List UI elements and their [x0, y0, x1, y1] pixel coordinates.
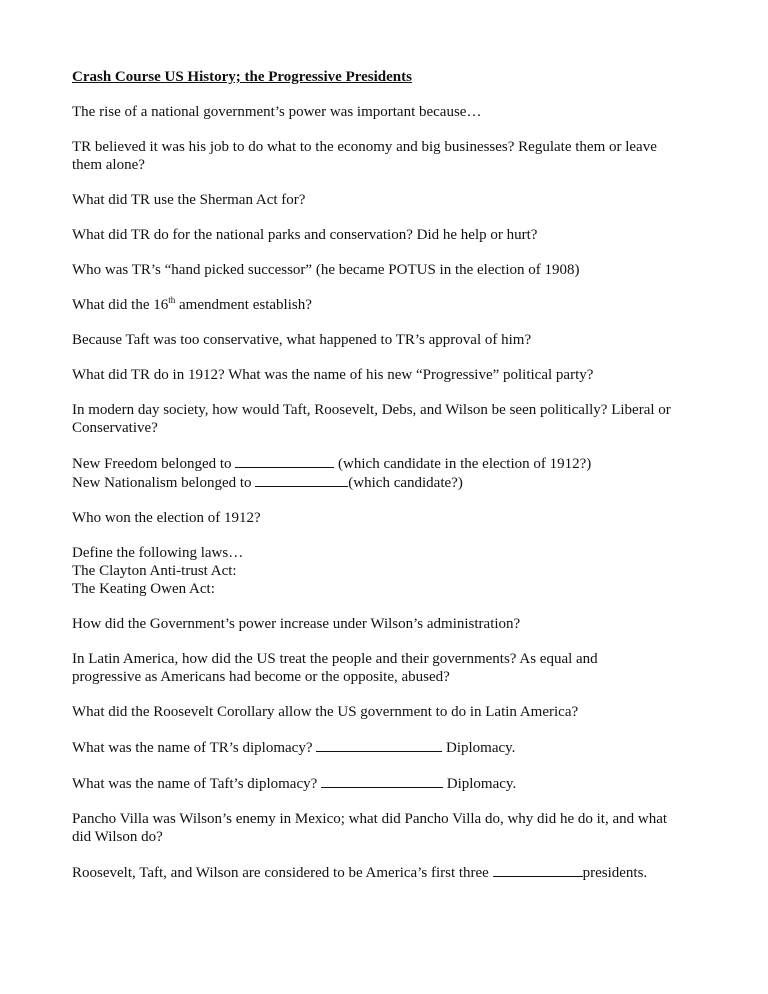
question-5: Who was TR’s “hand picked successor” (he became POTUS in the election of 1908) — [72, 262, 580, 278]
question-16 — [72, 738, 712, 757]
tr-diplomacy-blank[interactable] — [316, 738, 442, 752]
question-2-line-1: TR believed it was his job to do what to the economy and big businesses? Regulate them or leave — [72, 139, 657, 155]
taft-diplomacy-suffix: Diplomacy. — [443, 776, 517, 792]
presidents-blank[interactable] — [493, 863, 583, 877]
question-10 — [72, 454, 712, 492]
clayton-act-label: The Clayton Anti-trust Act: — [72, 563, 237, 579]
question-13: How did the Government’s power increase under Wilson’s administration? — [72, 616, 521, 632]
question-9 — [72, 401, 712, 437]
laws-heading: Define the following laws… — [72, 545, 244, 561]
new-nationalism-hint: (which candidate?) — [348, 475, 463, 491]
question-3: What did TR use the Sherman Act for? — [72, 192, 306, 208]
question-14-line-2: progressive as Americans had become or the opposite, abused? — [72, 669, 450, 685]
question-1: The rise of a national government’s power was important because… — [72, 104, 482, 120]
question-2-line-2: them alone? — [72, 157, 145, 173]
question-9-line-1: In modern day society, how would Taft, Roosevelt, Debs, and Wilson be seen politically? Liberal or — [72, 402, 671, 418]
new-freedom-label: New Freedom belonged to — [72, 456, 236, 472]
question-12 — [72, 544, 712, 598]
question-18-line-2: did Wilson do? — [72, 829, 163, 845]
new-nationalism-label: New Nationalism belonged to — [72, 475, 256, 491]
new-nationalism-blank[interactable] — [255, 473, 348, 487]
tr-diplomacy-label: What was the name of TR’s diplomacy? — [72, 740, 317, 756]
taft-diplomacy-label: What was the name of Taft’s diplomacy? — [72, 776, 322, 792]
new-freedom-blank[interactable] — [235, 454, 334, 468]
keating-owen-act-label: The Keating Owen Act: — [72, 581, 215, 597]
question-6-text-end: amendment establish? — [175, 297, 312, 313]
ordinal-suffix: th — [168, 295, 176, 305]
question-14 — [72, 650, 712, 686]
question-19 — [72, 863, 712, 882]
question-4: What did TR do for the national parks and conservation? Did he help or hurt? — [72, 227, 538, 243]
question-18 — [72, 810, 712, 846]
question-18-line-1: Pancho Villa was Wilson’s enemy in Mexico; what did Pancho Villa do, why did he do it, and what — [72, 811, 668, 827]
worksheet — [72, 68, 712, 899]
question-11: Who won the election of 1912? — [72, 510, 261, 526]
question-2 — [72, 138, 712, 174]
question-7: Because Taft was too conservative, what happened to TR’s approval of him? — [72, 332, 532, 348]
page-title: Crash Course US History; the Progressive Presidents — [72, 69, 412, 85]
new-freedom-hint: (which candidate in the election of 1912?) — [334, 456, 592, 472]
taft-diplomacy-blank[interactable] — [321, 774, 443, 788]
question-8: What did TR do in 1912? What was the name of his new “Progressive” political party? — [72, 367, 594, 383]
question-6 — [72, 296, 712, 314]
question-19-text: Roosevelt, Taft, and Wilson are considered to be America’s first three — [72, 865, 493, 881]
question-6-text: What did the 16 — [72, 297, 169, 313]
question-19-suffix: presidents. — [582, 865, 648, 881]
question-14-line-1: In Latin America, how did the US treat the people and their governments? As equal and — [72, 651, 598, 667]
question-9-line-2: Conservative? — [72, 420, 158, 436]
question-15: What did the Roosevelt Corollary allow the US government to do in Latin America? — [72, 704, 579, 720]
question-17 — [72, 774, 712, 793]
tr-diplomacy-suffix: Diplomacy. — [442, 740, 516, 756]
